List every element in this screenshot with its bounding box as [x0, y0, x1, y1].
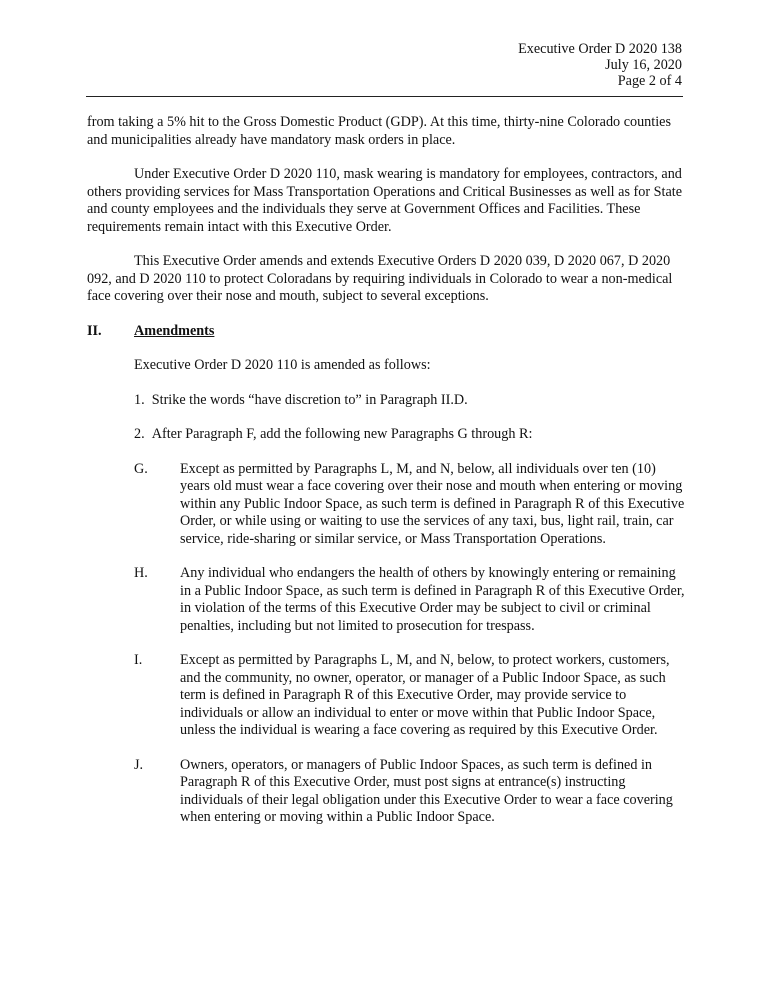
item-label: I. [134, 652, 143, 668]
section-heading [87, 323, 687, 341]
item-label: J. [134, 756, 144, 773]
paragraph-amends-extends: This Executive Order amends and extends Executive Orders D 2020 039, D 2020 067, D 2020 092, and D 2020 110 to protect Coloradans by requiring individuals in Colorado to wear a non-medical face covering over their nose and mouth, subject to several exceptions. [87, 253, 673, 304]
header-divider [86, 96, 683, 97]
amendment-step-1: 1. Strike the words “have discretion to” in Paragraph II.D. [134, 391, 468, 408]
amendment-intro: Executive Order D 2020 110 is amended as follows: [134, 357, 431, 373]
page-header [518, 41, 682, 89]
paragraph-item-i [87, 652, 687, 740]
section-title: Amendments [134, 322, 215, 339]
section-number: II. [87, 322, 102, 339]
page-number: Page 2 of 4 [617, 73, 682, 89]
document-body [87, 114, 687, 844]
paragraph-continuation: from taking a 5% hit to the Gross Domestic Product (GDP). At this time, thirty-nine Colorado counties and municipalities already have mandatory mask orders in place. [87, 114, 671, 148]
item-label: G. [134, 460, 148, 477]
item-text: Except as permitted by Paragraphs L, M, and N, below, all individuals over ten (10) years old must wear a face covering over their nose and mouth when entering or moving within any Public Indoor Space, as such term is defined in Paragraph R of this Executive Order, or while using or waiting to use the services of any taxi, bus, light rail, train, car service, ride-sharing or similar service, or Mass Transportation Operations. [180, 460, 685, 547]
order-date: July 16, 2020 [605, 57, 682, 73]
paragraph-item-h [87, 565, 687, 635]
paragraph-item-g [87, 461, 687, 549]
paragraph-item-j [87, 757, 687, 827]
item-label: H. [134, 565, 148, 581]
item-text: Owners, operators, or managers of Public Indoor Spaces, as such term is defined in Paragraph R of this Executive Order, must post signs at entrance(s) instructing individuals of their legal obligation under this Executive Order to wear a face covering when entering or moving within a Public Indoor Space. [180, 756, 673, 825]
item-text: Any individual who endangers the health of others by knowingly entering or remaining in a Public Indoor Space, as such term is defined in Paragraph R of this Executive Order, in violation of the terms of this Executive Order may be subject to civil or criminal penalties, including but not limited to prosecution for trespass. [180, 565, 685, 634]
item-text: Except as permitted by Paragraphs L, M, and N, below, to protect workers, customers, and the community, no owner, operator, or manager of a Public Indoor Space, as such term is defined in Paragraph R of this Executive Order, may provide service to individuals or allow an individual to enter or move within that Public Indoor Space, unless the individual is wearing a face covering as required by this Executive Order. [180, 652, 670, 738]
order-number: Executive Order D 2020 138 [518, 41, 682, 57]
paragraph-mask-requirements: Under Executive Order D 2020 110, mask wearing is mandatory for employees, contractors, and others providing services for Mass Transportation Operations and Critical Businesses as well as for State and county employees and the individuals they serve at Government Offices and Facilities. These requirements remain intact with this Executive Order. [87, 166, 682, 235]
amendment-step-2: 2. After Paragraph F, add the following new Paragraphs G through R: [134, 426, 533, 442]
